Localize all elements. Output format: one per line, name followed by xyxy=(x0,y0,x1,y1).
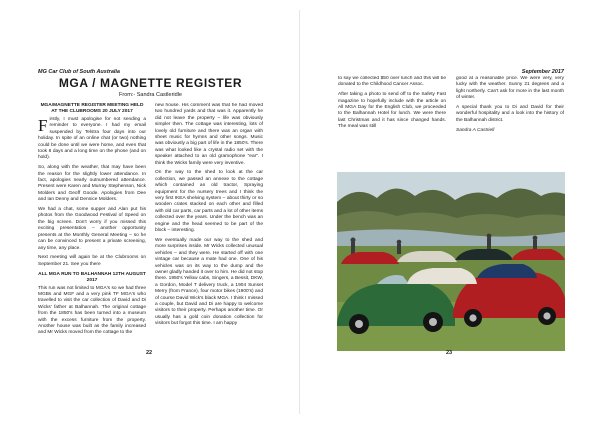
paragraph: We eventually made our way to the shed and more surprises inside. Mr Wicks collected unusual vehicles – and they were. He started off with one vintage car because a mate had one. One of his vehicles was on its way to the dump and the owner gladly handed it over to him. He did not stop there. 1950's Yellow cabs, Singers, a Bessit, DKW, a Gordon, Model T delivery truck, a 1904 Sunset Merry (from France), four motor bikes (1900's) and of course David Wick's black MGA. I think I missed a couple, but David and Di are happy to welcome visitors to their property. Perhaps another time. Or usually has a gold coin donation collection for visitors but forgot this time. I am happy xyxy=(155,237,263,327)
text-column-1 xyxy=(38,103,146,357)
paragraph: new house. His comment was that he had moved two hundred yards and that was it. Apparently he did not leave the property – life was obviously simpler then. The cottage was interesting, lots of lovely old furniture and there was an organ with sheet music for hymns and other songs. Music was obviously a big part of life in the 1850's. There was what looked like a crystal radio set with the speaker attached to an old gramophone "ear". I think the Wicks family were very inventive. xyxy=(155,103,263,166)
run-heading: ALL MGA RUN TO BALHANNAH 12TH AUGUST 2017 xyxy=(38,271,146,283)
paragraph: On the way to the shed to look at the car collection, we passed an annexe to the cottage which contained an old tractor, Spraying equipment for the nursery trees and I think the very first IKEA shelving system – about thirty or so wooden crates stacked on each other and filled with old car parts, car parts and a lot of other items collected over the years. Under the bench was an engine and the head seemed to be part of the block – interesting. xyxy=(155,170,263,234)
paragraph: good at a reasonable price. We were very, very lucky with the weather. Sunny 21 degrees and a light northerly. Can't ask for more in the last month of winter. xyxy=(456,76,564,101)
article-title: MGA / MAGNETTE REGISTER xyxy=(58,76,243,90)
paragraph: to say we collected $50 over lunch and this will be donated to the Childhood Cancer Assoc. xyxy=(338,76,446,88)
paragraph: So, along with the weather, that may have been the reason for the slightly lower attendance. In fact, apologies nearly outnumbered attendance. Present were Karen and Murray Stephenson, Nick Molders and Geoff Goode. Apologies from Dee and Ian Denny and Dennice Molders. xyxy=(38,165,146,203)
text-column-4 xyxy=(456,76,564,171)
drop-cap: F xyxy=(38,116,48,135)
text-column-3 xyxy=(338,76,446,171)
page-number-right: 23 xyxy=(446,350,453,356)
cars-photo-image xyxy=(337,172,565,351)
text-column-2 xyxy=(155,103,263,357)
issue-date-header: September 2017 xyxy=(521,69,564,75)
club-name-header: MG Car Club of South Australia xyxy=(38,69,120,75)
article-byline: From:- Sandra Castleridle xyxy=(119,92,182,98)
paragraph: After taking a photo to send off to the Safety Fast magazine to hopefully include with the article on All MGA Day for the English Club, we proceeded to the Balhannah Hotel for lunch. We were there last Christmas and it has since changed hands. The meal was still xyxy=(338,92,446,130)
paragraph: Next meeting will again be at the Clubrooms on September 21. See you there xyxy=(38,255,146,267)
paragraph: A special thank you to Di and David for their wonderful hospitality and a look into the history of the Balhannah district. xyxy=(456,105,564,123)
page-number-left: 22 xyxy=(146,350,153,356)
author-signature: Sandra A Castriell xyxy=(456,127,495,133)
paragraph: We had a chat, some supper and Alan put his photos from the Goodwood Festival of Speed on the big screen. Don't worry if you missed this exciting presentation – another opportunity presents at the Monthly General Meeting – so he can be convinced to present a private screening, any time, any place. xyxy=(38,207,146,251)
paragraph: Firstly, I must apologise for not sending a reminder to everyone. I had my email suspended by Telstra four days into our holiday. In spite of an online chat (or two) nothing could be done until we were home, and even that took 8 days and a long time on the phone (and on hold). xyxy=(38,116,146,161)
meeting-heading: MGA/MAGNETTE REGISTER MEETING HELD AT THE CLUBROOMS 20 JULY 2017 xyxy=(40,103,144,114)
paragraph: This run was not limited to MGA's so we had three MGBs and MGF and a very pink TF MGA's who travelled to visit the car collection of David and Di Wicks' father at Balhannah. The original cottage from the 1850's has been turned into a museum with the excess furniture from the property. Another house was built as the family increased and Mr Wicks moved from the cottage to the xyxy=(38,285,146,336)
cars-photo xyxy=(337,172,565,351)
